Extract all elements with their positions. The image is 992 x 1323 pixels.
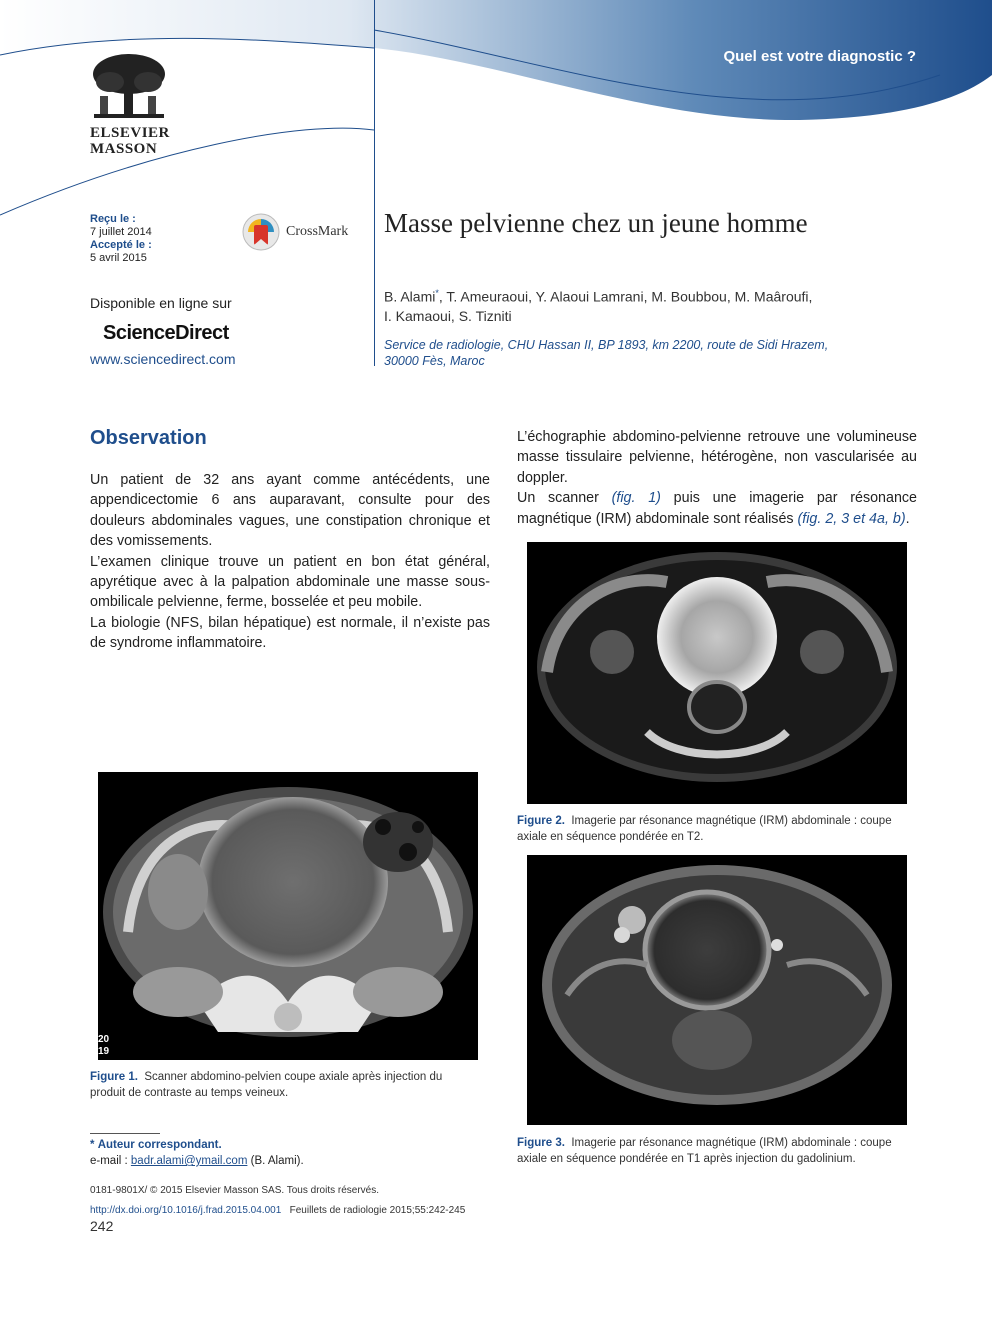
email-owner: (B. Alami). bbox=[250, 1155, 304, 1167]
footnote-star: * bbox=[90, 1139, 95, 1151]
availability-text: Disponible en ligne sur bbox=[90, 295, 232, 311]
ct-scan-graphic bbox=[98, 772, 478, 1060]
tree-icon bbox=[90, 52, 168, 120]
vertical-divider bbox=[374, 0, 375, 366]
crossmark-badge[interactable] bbox=[242, 213, 348, 251]
article-title: Masse pelvienne chez un jeune homme bbox=[384, 208, 808, 238]
figure-1-image bbox=[98, 772, 478, 1060]
author-star[interactable]: * bbox=[435, 288, 439, 298]
footnote-divider bbox=[90, 1133, 160, 1134]
doi-line bbox=[90, 1205, 465, 1216]
affiliation-line-2: 30000 Fès, Maroc bbox=[384, 354, 485, 368]
figure-2-caption bbox=[517, 813, 917, 845]
figure-2-text: Imagerie par résonance magnétique (IRM) abdominale : coupe axiale en séquence pondérée en T2. bbox=[517, 815, 892, 843]
p5-text-b: puis une imagerie par résonance magnétique (IRM) abdominale sont réalisés bbox=[517, 490, 917, 527]
fig-ref-1[interactable]: (fig. 1) bbox=[611, 490, 661, 507]
author-list bbox=[384, 284, 884, 326]
mri-t1-graphic bbox=[527, 855, 907, 1125]
authors-line-2: I. Kamaoui, S. Tizniti bbox=[384, 307, 512, 324]
footnote-label: Auteur correspondant. bbox=[97, 1139, 222, 1151]
p5-text-a: Un scanner bbox=[517, 490, 612, 507]
figure-3-label: Figure 3. bbox=[517, 1137, 565, 1149]
paragraph-3: La biologie (NFS, bilan hépatique) est normale, il n’existe pas de syndrome inflammatoire. bbox=[90, 614, 490, 652]
fig-ref-2[interactable]: (fig. 2, 3 et 4a, b) bbox=[797, 510, 906, 527]
article-dates bbox=[90, 213, 152, 265]
section-heading: Observation bbox=[90, 427, 207, 449]
paragraph-2: L’examen clinique trouve un patient en bon état général, apyrétique avec à la palpation abdominale une masse sous-ombilicale pelvienne, ferme, bosselée et peu mobile. bbox=[90, 553, 490, 611]
left-column bbox=[90, 470, 490, 654]
sciencedirect-logo: ScienceDirect bbox=[103, 322, 229, 344]
publisher-logo bbox=[90, 52, 170, 157]
accepted-date: 5 avril 2015 bbox=[90, 252, 147, 264]
page-number: 242 bbox=[90, 1218, 114, 1234]
copyright-line: 0181-9801X/ © 2015 Elsevier Masson SAS. Tous droits réservés. bbox=[90, 1185, 379, 1196]
author-first: B. Alami bbox=[384, 288, 436, 305]
journal-citation: Feuillets de radiologie 2015;55:242-245 bbox=[289, 1205, 466, 1216]
affiliation bbox=[384, 337, 854, 369]
email-label: e-mail : bbox=[90, 1155, 128, 1167]
figure-2-image bbox=[527, 542, 907, 804]
received-label: Reçu le : bbox=[90, 213, 136, 225]
paragraph-5 bbox=[517, 488, 917, 529]
email-link[interactable]: badr.alami@ymail.com bbox=[130, 1155, 248, 1167]
sciencedirect-link[interactable]: www.sciencedirect.com bbox=[90, 351, 236, 367]
accepted-label: Accepté le : bbox=[90, 239, 152, 251]
figure-1-overlay-number: 20 bbox=[98, 1034, 110, 1045]
crossmark-label: CrossMark bbox=[286, 224, 349, 239]
authors-rest: , T. Ameuraoui, Y. Alaoui Lamrani, M. Boubbou, M. Maâroufi, bbox=[438, 288, 813, 305]
doi-link[interactable]: http://dx.doi.org/10.1016/j.frad.2015.04.001 bbox=[90, 1205, 282, 1216]
figure-1-caption bbox=[90, 1069, 480, 1101]
figure-1-label: Figure 1. bbox=[90, 1071, 138, 1083]
mri-t2-graphic bbox=[527, 542, 907, 804]
rubric-label: Quel est votre diagnostic ? bbox=[723, 48, 916, 65]
right-column bbox=[517, 427, 917, 529]
crossmark-icon bbox=[242, 213, 280, 251]
footnote bbox=[90, 1137, 304, 1169]
received-date: 7 juillet 2014 bbox=[90, 226, 152, 238]
figure-3-caption bbox=[517, 1135, 917, 1167]
figure-1-overlay-number-2: 19 bbox=[98, 1046, 110, 1057]
figure-1-text: Scanner abdomino-pelvien coupe axiale après injection du produit de contraste au temps veineux. bbox=[90, 1071, 443, 1099]
figure-2-label: Figure 2. bbox=[517, 815, 565, 827]
p5-text-c: . bbox=[905, 510, 910, 527]
publisher-name-1: ELSEVIER bbox=[90, 125, 170, 141]
figure-3-image bbox=[527, 855, 907, 1125]
paragraph-1: Un patient de 32 ans ayant comme antécédents, une appendicectomie 6 ans auparavant, consulte pour des douleurs abdominales vagues, une constipation chronique et des vomissements. bbox=[90, 472, 490, 550]
paragraph-4: L’échographie abdomino-pelvienne retrouve une volumineuse masse tissulaire pelvienne, hétérogène, non vascularisée au doppler. bbox=[517, 429, 917, 486]
publisher-name-2: MASSON bbox=[90, 141, 158, 157]
figure-3-text: Imagerie par résonance magnétique (IRM) abdominale : coupe axiale en séquence pondérée en T1 après injection du gadolinium. bbox=[517, 1137, 892, 1165]
affiliation-line-1: Service de radiologie, CHU Hassan II, BP 1893, km 2200, route de Sidi Hrazem, bbox=[384, 338, 829, 352]
